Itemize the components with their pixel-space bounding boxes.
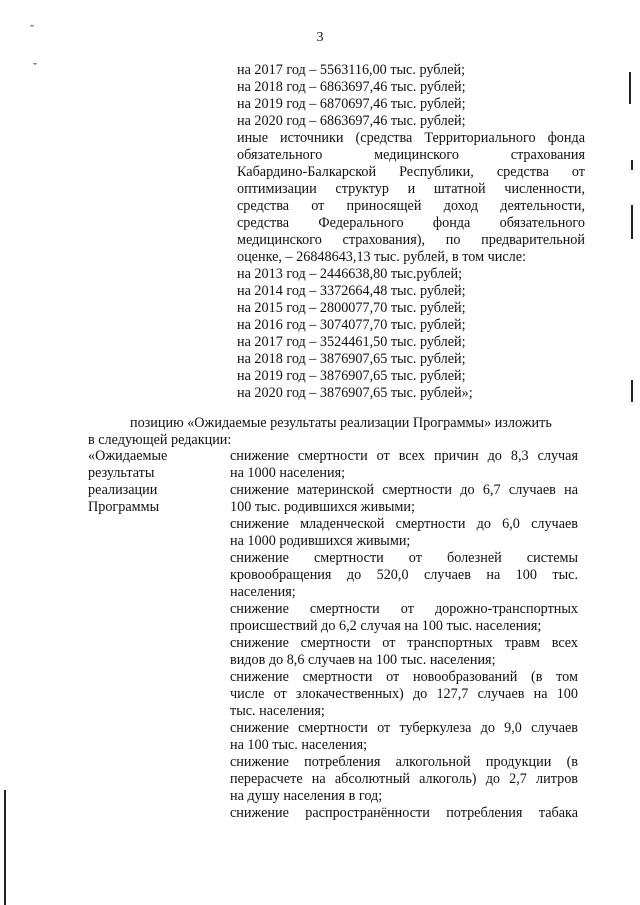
results-line: на 1000 родившихся живыми; bbox=[230, 533, 411, 549]
position-line: позицию «Ожидаемые результаты реализации Программы» изложить bbox=[130, 415, 552, 431]
results-line: на 100 тыс. населения; bbox=[230, 737, 368, 753]
page-number: 3 bbox=[316, 30, 324, 45]
other-year-line: на 2016 год – 3074077,70 тыс. рублей; bbox=[237, 317, 466, 333]
other-sources-line: оптимизации структур и штатной численности, bbox=[237, 181, 585, 197]
other-sources-line: иные источники (средства Территориального фонда bbox=[237, 130, 585, 146]
results-label bbox=[88, 448, 218, 516]
other-year-line: на 2017 год – 3524461,50 тыс. рублей; bbox=[237, 334, 466, 350]
results-label-line: результаты bbox=[88, 465, 155, 481]
other-sources-line: средства Федерального фонда обязательного bbox=[237, 215, 585, 231]
other-sources-line: медицинского страхования), по предварительной bbox=[237, 232, 585, 248]
other-sources-line: оценке, – 26848643,13 тыс. рублей, в том числе: bbox=[237, 249, 526, 265]
scan-edge-line bbox=[631, 205, 633, 239]
scan-edge-line bbox=[631, 160, 633, 170]
other-year-line: на 2015 год – 2800077,70 тыс. рублей; bbox=[237, 300, 466, 316]
other-sources-line: обязательного медицинского страхования bbox=[237, 147, 585, 163]
other-year-line: на 2013 год – 2446638,80 тыс.рублей; bbox=[237, 266, 463, 282]
other-year-line: на 2019 год – 3876907,65 тыс. рублей; bbox=[237, 368, 466, 384]
scan-edge-line bbox=[4, 790, 6, 905]
results-line: 100 тыс. родившихся живыми; bbox=[230, 499, 415, 515]
results-line: снижение смертности от туберкулеза до 9,0 случаев bbox=[230, 720, 578, 736]
results-line: снижение смертности от всех причин до 8,3 случая bbox=[230, 448, 578, 464]
results-line: снижение смертности от транспортных травм всех bbox=[230, 635, 578, 651]
results-line: снижение распространённости потребления табака bbox=[230, 805, 578, 821]
other-sources-line: Кабардино-Балкарской Республики, средства от bbox=[237, 164, 585, 180]
results-line: снижение смертности от дорожно-транспортных bbox=[230, 601, 578, 617]
results-line: на 1000 населения; bbox=[230, 465, 346, 481]
funding-line: на 2018 год – 6863697,46 тыс. рублей; bbox=[237, 79, 466, 95]
funding-line: на 2017 год – 5563116,00 тыс. рублей; bbox=[237, 62, 466, 78]
scan-edge-line bbox=[629, 72, 631, 104]
results-line: снижение смертности от новообразований (в том bbox=[230, 669, 578, 685]
results-line: видов до 8,6 случаев на 100 тыс. населения; bbox=[230, 652, 496, 668]
results-line: на душу населения в год; bbox=[230, 788, 383, 804]
results-line: снижение потребления алкогольной продукции (в bbox=[230, 754, 578, 770]
results-line: населения; bbox=[230, 584, 296, 600]
funding-block bbox=[237, 62, 585, 402]
results-line: числе от злокачественных) до 127,7 случаев на 100 bbox=[230, 686, 578, 702]
results-label-line: Программы bbox=[88, 499, 160, 515]
results-line: перерасчете на абсолютный алкоголь) до 2,7 литров bbox=[230, 771, 578, 787]
other-year-line: на 2014 год – 3372664,48 тыс. рублей; bbox=[237, 283, 466, 299]
results-line: происшествий до 6,2 случая на 100 тыс. населения; bbox=[230, 618, 542, 634]
results-line: снижение смертности от болезней системы bbox=[230, 550, 578, 566]
funding-line: на 2020 год – 6863697,46 тыс. рублей; bbox=[237, 113, 466, 129]
results-line: снижение младенческой смертности до 6,0 случаев bbox=[230, 516, 578, 532]
results-line: снижение материнской смертности до 6,7 случаев на bbox=[230, 482, 578, 498]
results-label-line: «Ожидаемые bbox=[88, 448, 168, 464]
funding-line: на 2019 год – 6870697,46 тыс. рублей; bbox=[237, 96, 466, 112]
scan-edge-line bbox=[631, 380, 633, 402]
results-label-line: реализации bbox=[88, 482, 158, 498]
other-year-line: на 2020 год – 3876907,65 тыс. рублей»; bbox=[237, 385, 473, 401]
results-line: тыс. населения; bbox=[230, 703, 325, 719]
other-sources-line: средства от приносящей доход деятельности, bbox=[237, 198, 585, 214]
other-year-line: на 2018 год – 3876907,65 тыс. рублей; bbox=[237, 351, 466, 367]
scan-mark: ˇ bbox=[30, 22, 34, 36]
position-paragraph bbox=[88, 415, 588, 449]
position-line: в следующей редакции: bbox=[88, 432, 232, 448]
scan-mark: ˇ bbox=[33, 60, 37, 74]
results-line: кровообращения до 520,0 случаев на 100 тыс. bbox=[230, 567, 578, 583]
results-list bbox=[230, 448, 578, 822]
